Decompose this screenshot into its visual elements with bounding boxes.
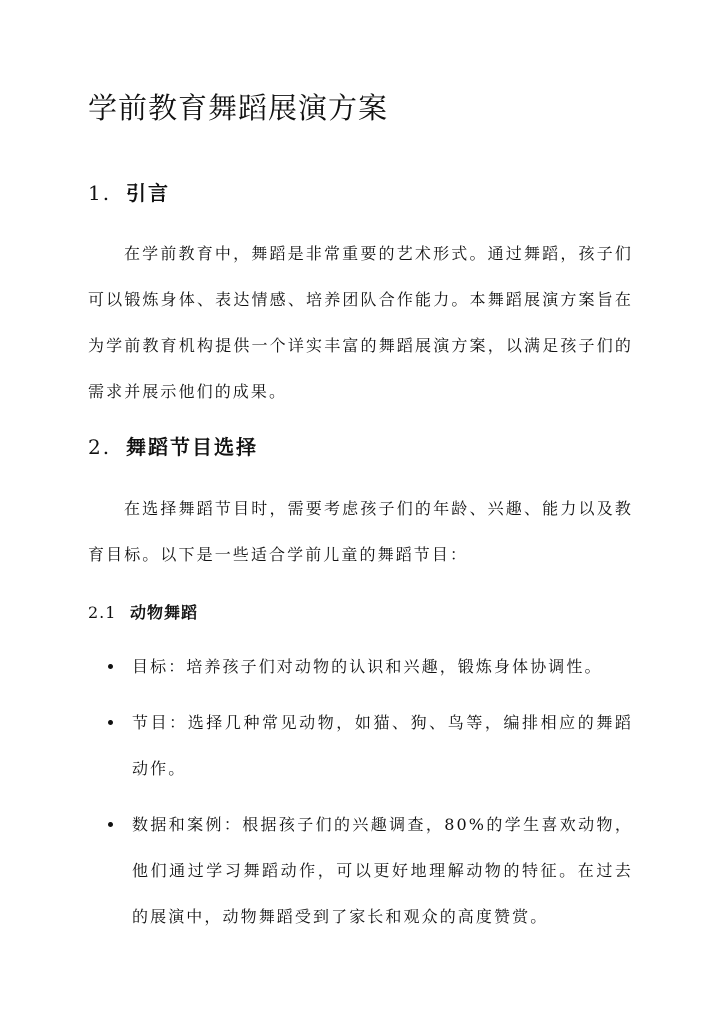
list-item-text: 节目：选择几种常见动物，如猫、狗、鸟等，编排相应的舞蹈动作。 xyxy=(132,713,633,778)
list-item-text: 数据和案例：根据孩子们的兴趣调查，80%的学生喜欢动物，他们通过学习舞蹈动作，可以更好地理解动物的特征。在过去的展演中，动物舞蹈受到了家长和观众的高度赞赏。 xyxy=(132,815,633,926)
section-title: 引言 xyxy=(126,181,170,205)
section-number: 1. xyxy=(88,181,112,205)
section-heading-dance-selection xyxy=(88,431,258,460)
list-item xyxy=(88,644,633,690)
subsection-title: 动物舞蹈 xyxy=(130,603,199,622)
bullet-dot-icon xyxy=(108,664,113,669)
bullet-dot-icon xyxy=(108,720,113,725)
section-heading-introduction xyxy=(88,177,170,206)
section-title: 舞蹈节目选择 xyxy=(126,435,258,459)
list-item-text: 目标：培养孩子们对动物的认识和兴趣，锻炼身体协调性。 xyxy=(132,657,603,676)
list-item xyxy=(88,700,633,792)
document-title: 学前教育舞蹈展演方案 xyxy=(88,91,389,125)
animal-dance-bullet-list xyxy=(88,644,633,950)
introduction-paragraph: 在学前教育中，舞蹈是非常重要的艺术形式。通过舞蹈，孩子们可以锻炼身体、表达情感、培养团队合作能力。本舞蹈展演方案旨在为学前教育机构提供一个详实丰富的舞蹈展演方案，以满足孩子们的需求并展示他们的成果。 xyxy=(88,244,633,401)
subsection-heading-animal-dance xyxy=(88,600,198,623)
section-number: 2. xyxy=(88,435,112,459)
bullet-dot-icon xyxy=(108,822,113,827)
subsection-number: 2.1 xyxy=(88,603,117,622)
dance-selection-paragraph: 在选择舞蹈节目时，需要考虑孩子们的年龄、兴趣、能力以及教育目标。以下是一些适合学前儿童的舞蹈节目： xyxy=(88,499,633,564)
list-item xyxy=(88,802,633,940)
